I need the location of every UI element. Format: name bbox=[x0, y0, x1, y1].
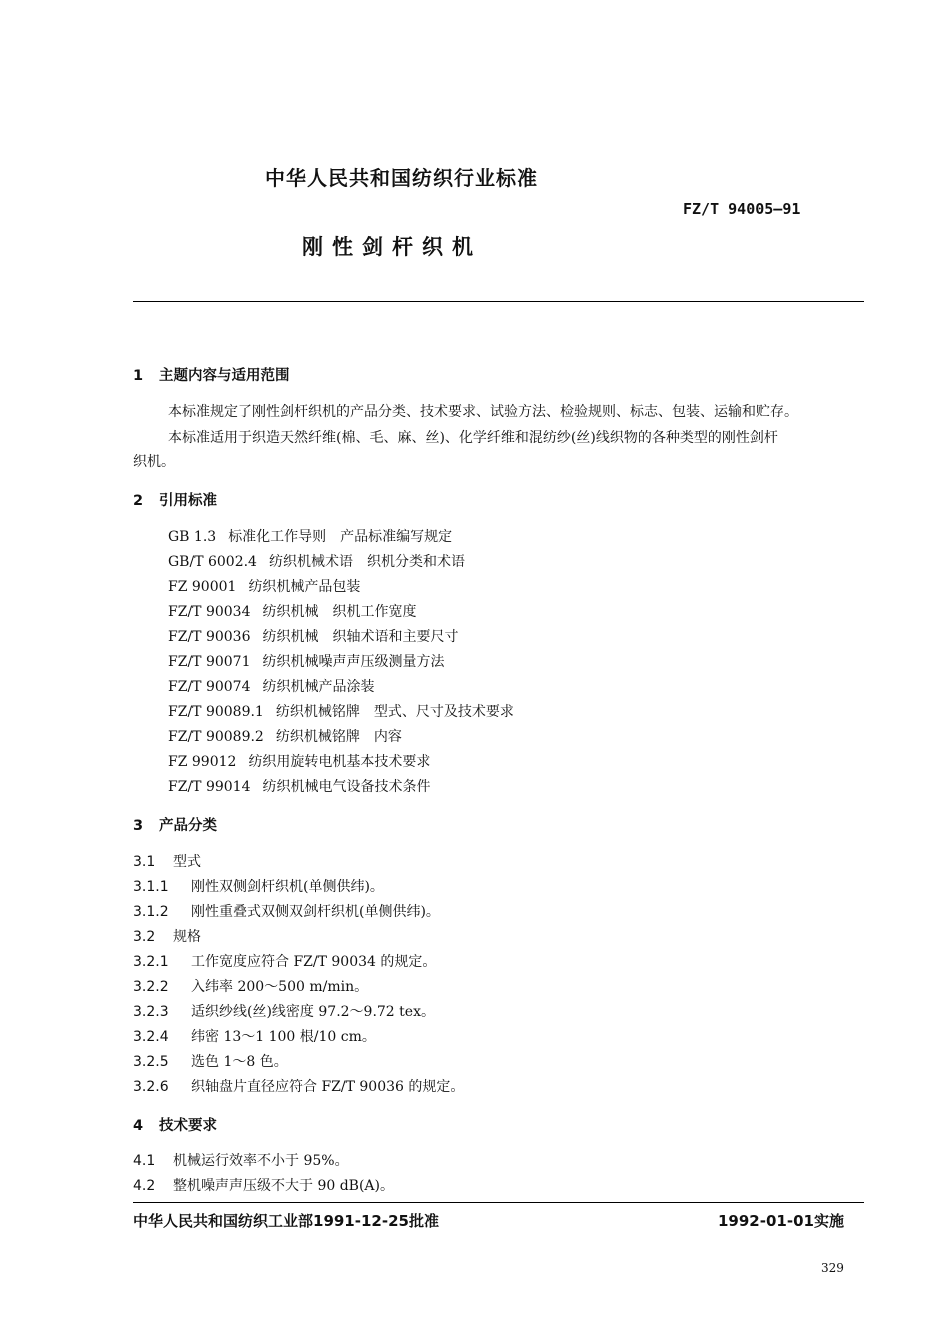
clause-number: 3.2 bbox=[133, 929, 156, 945]
section-1-heading bbox=[133, 364, 290, 385]
section-1-paragraph-1: 本标准规定了刚性剑杆织机的产品分类、技术要求、试验方法、检验规则、标志、包装、运输和贮存。 bbox=[168, 404, 798, 420]
clause-number: 3.2.5 bbox=[133, 1054, 169, 1070]
section-2-heading bbox=[133, 489, 217, 510]
reference-item bbox=[168, 726, 402, 746]
reference-item bbox=[168, 701, 514, 721]
section-4-heading bbox=[133, 1114, 217, 1135]
clause-text: 整机噪声声压级不大于 90 dB(A)。 bbox=[173, 1178, 394, 1194]
implementation-date: 1992-01-01实施 bbox=[718, 1212, 844, 1230]
clause-number: 4.1 bbox=[133, 1153, 156, 1169]
clause-number: 3.2.6 bbox=[133, 1079, 169, 1095]
reference-code: FZ/T 90089.2 bbox=[168, 729, 264, 745]
reference-code: FZ 99012 bbox=[168, 754, 237, 770]
section-number: 1 bbox=[133, 368, 144, 384]
clause-number: 3.2.1 bbox=[133, 954, 169, 970]
reference-code: FZ/T 90089.1 bbox=[168, 704, 264, 720]
standard-code: FZ/T 94005—91 bbox=[683, 200, 801, 218]
reference-code: GB 1.3 bbox=[168, 529, 217, 545]
footer-divider bbox=[133, 1202, 864, 1203]
reference-item bbox=[168, 601, 416, 621]
section-number: 2 bbox=[133, 493, 144, 509]
section-1-paragraph-2-cont: 织机。 bbox=[133, 454, 175, 470]
reference-item bbox=[168, 651, 444, 671]
reference-code: FZ/T 90071 bbox=[168, 654, 251, 670]
clause-item bbox=[133, 876, 384, 896]
reference-title: 纺织机械 织机工作宽度 bbox=[262, 604, 417, 620]
reference-code: GB/T 6002.4 bbox=[168, 554, 257, 570]
reference-code: FZ/T 99014 bbox=[168, 779, 251, 795]
reference-title: 纺织机械 织轴术语和主要尺寸 bbox=[262, 629, 459, 645]
clause-item bbox=[133, 1076, 464, 1096]
reference-title: 纺织机械术语 织机分类和术语 bbox=[268, 554, 465, 570]
clause-text: 适织纱线(丝)线密度 97.2～9.72 tex。 bbox=[191, 1004, 435, 1020]
page-number: 329 bbox=[821, 1261, 844, 1275]
clause-number: 3.1.1 bbox=[133, 879, 169, 895]
clause-text: 规格 bbox=[173, 929, 201, 945]
section-title: 产品分类 bbox=[159, 818, 217, 834]
clause-text: 选色 1～8 色。 bbox=[191, 1054, 288, 1070]
section-title: 主题内容与适用范围 bbox=[159, 368, 290, 384]
clause-item bbox=[133, 976, 368, 996]
clause-text: 织轴盘片直径应符合 FZ/T 90036 的规定。 bbox=[191, 1079, 465, 1095]
section-number: 4 bbox=[133, 1118, 144, 1134]
reference-title: 纺织机械铭牌 型式、尺寸及技术要求 bbox=[275, 704, 514, 720]
header-divider bbox=[133, 301, 864, 302]
section-number: 3 bbox=[133, 818, 144, 834]
clause-number: 3.2.4 bbox=[133, 1029, 169, 1045]
reference-item bbox=[168, 776, 430, 796]
clause-text: 机械运行效率不小于 95%。 bbox=[173, 1153, 349, 1169]
clause-item bbox=[133, 901, 440, 921]
reference-title: 纺织机械噪声声压级测量方法 bbox=[262, 654, 445, 670]
reference-title: 纺织机械电气设备技术条件 bbox=[262, 779, 431, 795]
reference-title: 纺织用旋转电机基本技术要求 bbox=[248, 754, 431, 770]
clause-item bbox=[133, 951, 436, 971]
reference-item bbox=[168, 576, 360, 596]
clause-text: 入纬率 200～500 m/min。 bbox=[191, 979, 369, 995]
clause-number: 3.1 bbox=[133, 854, 156, 870]
section-1-paragraph-2: 本标准适用于织造天然纤维(棉、毛、麻、丝)、化学纤维和混纺纱(丝)线织物的各种类型的刚性剑杆 bbox=[168, 430, 778, 446]
clause-number: 3.2.2 bbox=[133, 979, 169, 995]
issuing-agency-title: 中华人民共和国纺织行业标准 bbox=[265, 166, 538, 190]
reference-title: 标准化工作导则 产品标准编写规定 bbox=[228, 529, 453, 545]
clause-text: 工作宽度应符合 FZ/T 90034 的规定。 bbox=[191, 954, 437, 970]
reference-title: 纺织机械产品包装 bbox=[248, 579, 361, 595]
reference-title: 纺织机械产品涂装 bbox=[262, 679, 375, 695]
reference-item bbox=[168, 751, 430, 771]
clause-item bbox=[133, 1001, 435, 1021]
reference-item bbox=[168, 551, 465, 571]
clause-text: 型式 bbox=[173, 854, 201, 870]
reference-item bbox=[168, 626, 458, 646]
clause-number: 4.2 bbox=[133, 1178, 156, 1194]
clause-item bbox=[133, 926, 201, 946]
clause-item bbox=[133, 1026, 376, 1046]
document-title: 刚性剑杆织机 bbox=[302, 235, 482, 259]
clause-number: 3.1.2 bbox=[133, 904, 169, 920]
clause-item bbox=[133, 1175, 394, 1195]
clause-number: 3.2.3 bbox=[133, 1004, 169, 1020]
reference-item bbox=[168, 526, 452, 546]
section-title: 技术要求 bbox=[159, 1118, 217, 1134]
reference-code: FZ/T 90034 bbox=[168, 604, 251, 620]
clause-item bbox=[133, 1150, 349, 1170]
clause-item bbox=[133, 1051, 288, 1071]
reference-code: FZ/T 90074 bbox=[168, 679, 251, 695]
reference-title: 纺织机械铭牌 内容 bbox=[275, 729, 402, 745]
reference-code: FZ/T 90036 bbox=[168, 629, 251, 645]
clause-text: 刚性双侧剑杆织机(单侧供纬)。 bbox=[191, 879, 384, 895]
clause-text: 刚性重叠式双侧双剑杆织机(单侧供纬)。 bbox=[191, 904, 440, 920]
approval-notice: 中华人民共和国纺织工业部1991-12-25批准 bbox=[133, 1212, 439, 1230]
section-title: 引用标准 bbox=[159, 493, 217, 509]
section-3-heading bbox=[133, 814, 217, 835]
clause-item bbox=[133, 851, 201, 871]
reference-item bbox=[168, 676, 374, 696]
reference-code: FZ 90001 bbox=[168, 579, 237, 595]
clause-text: 纬密 13～1 100 根/10 cm。 bbox=[191, 1029, 376, 1045]
